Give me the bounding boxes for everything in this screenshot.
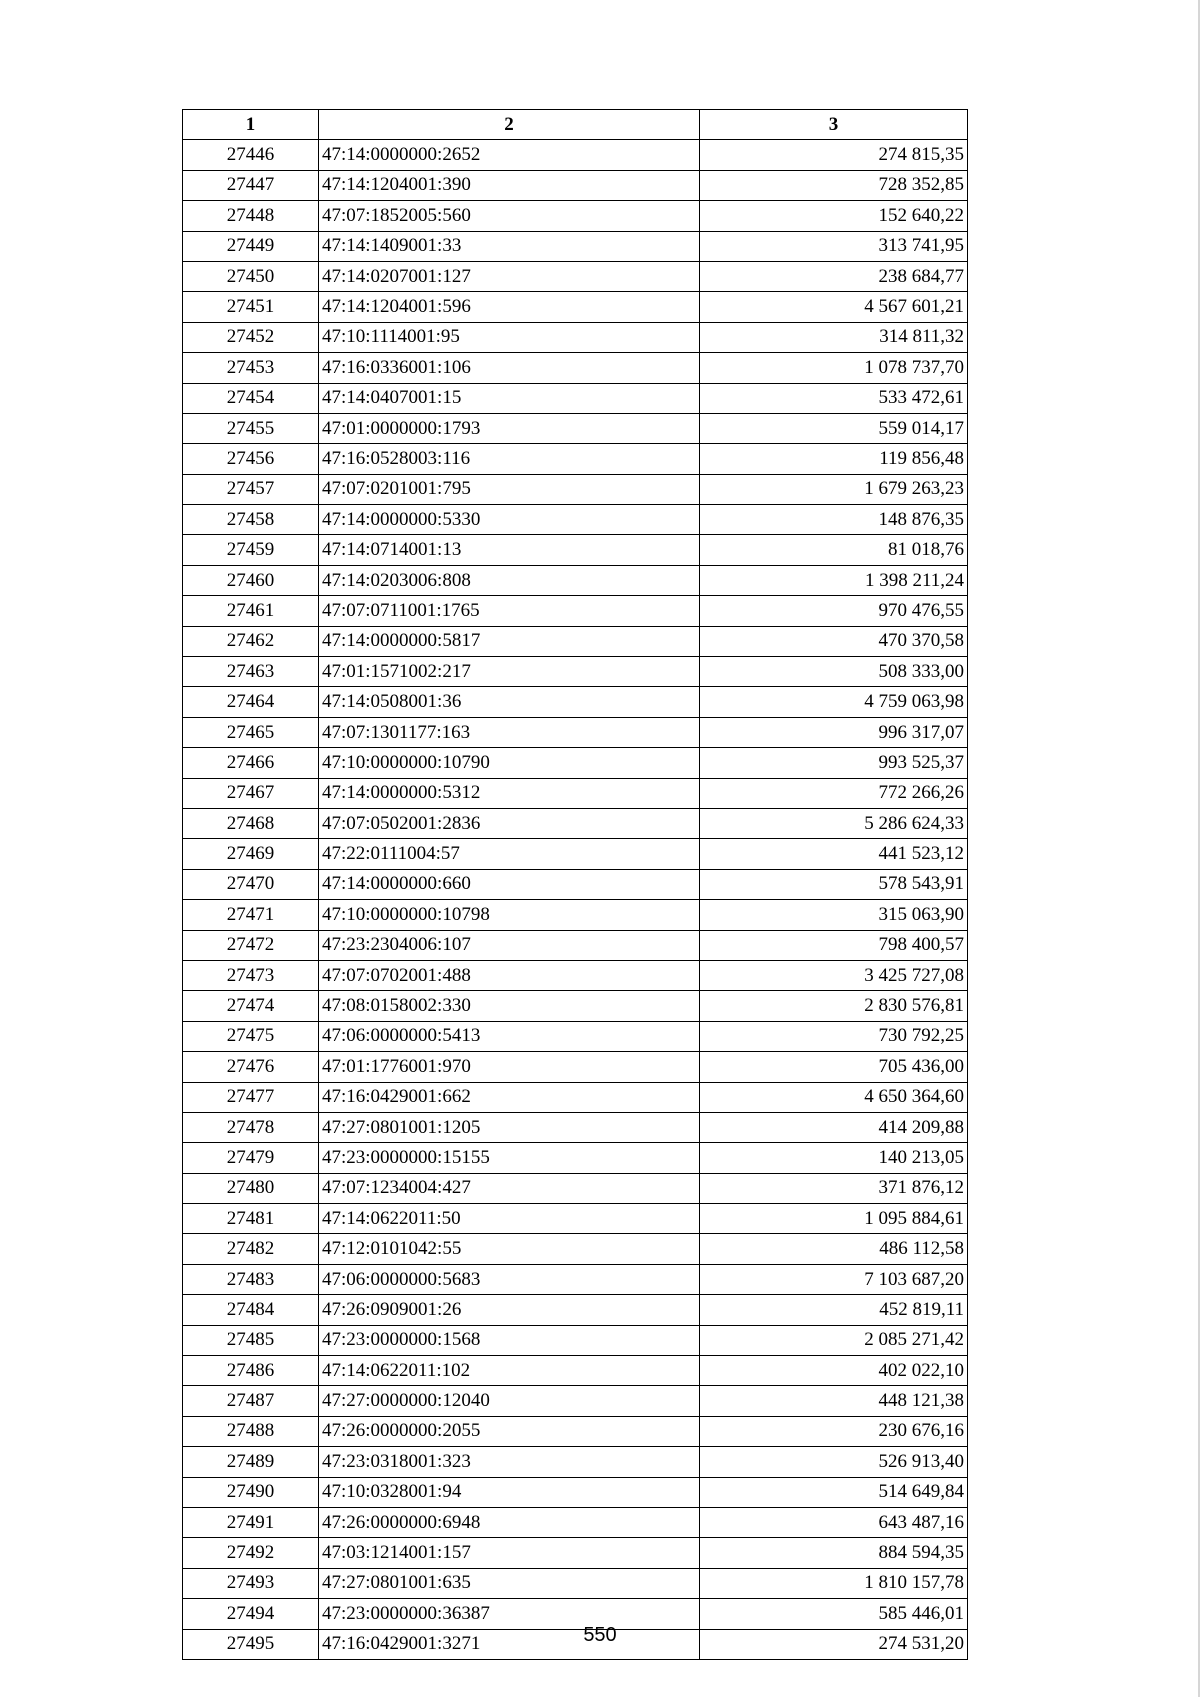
row-number-cell: 27483	[183, 1264, 319, 1294]
page-number: 550	[583, 1624, 617, 1646]
value-cell: 7 103 687,20	[700, 1264, 968, 1294]
cadastral-number-cell: 47:07:0201001:795	[319, 474, 700, 504]
value-cell: 448 121,38	[700, 1386, 968, 1416]
table-header	[183, 110, 968, 140]
cadastral-number-cell: 47:27:0801001:1205	[319, 1112, 700, 1142]
cadastral-number-cell: 47:07:0702001:488	[319, 960, 700, 990]
value-cell: 486 112,58	[700, 1234, 968, 1264]
cadastral-number-cell: 47:14:0203006:808	[319, 565, 700, 595]
cadastral-number-cell: 47:14:0000000:5817	[319, 626, 700, 656]
value-cell: 1 810 157,78	[700, 1568, 968, 1598]
value-cell: 81 018,76	[700, 535, 968, 565]
value-cell: 274 531,20	[700, 1629, 968, 1659]
row-number-cell: 27455	[183, 413, 319, 443]
value-cell: 996 317,07	[700, 717, 968, 747]
row-number-cell: 27451	[183, 292, 319, 322]
cadastral-number-cell: 47:06:0000000:5413	[319, 1021, 700, 1051]
value-cell: 414 209,88	[700, 1112, 968, 1142]
row-number-cell: 27472	[183, 930, 319, 960]
value-cell: 230 676,16	[700, 1416, 968, 1446]
cadastral-number-cell: 47:07:0711001:1765	[319, 596, 700, 626]
cadastral-number-cell: 47:07:1234004:427	[319, 1173, 700, 1203]
row-number-cell: 27460	[183, 565, 319, 595]
table-row	[183, 1021, 968, 1051]
value-cell: 585 446,01	[700, 1599, 968, 1629]
row-number-cell: 27453	[183, 353, 319, 383]
header-row	[183, 110, 968, 140]
row-number-cell: 27468	[183, 808, 319, 838]
value-cell: 274 815,35	[700, 140, 968, 170]
table-row	[183, 1295, 968, 1325]
column-header-2: 2	[319, 110, 700, 140]
value-cell: 730 792,25	[700, 1021, 968, 1051]
cadastral-number-cell: 47:01:1776001:970	[319, 1052, 700, 1082]
table-body	[183, 140, 968, 1660]
table-row	[183, 657, 968, 687]
row-number-cell: 27462	[183, 626, 319, 656]
cadastral-number-cell: 47:14:0714001:13	[319, 535, 700, 565]
value-cell: 3 425 727,08	[700, 960, 968, 990]
row-number-cell: 27470	[183, 869, 319, 899]
table-row	[183, 201, 968, 231]
row-number-cell: 27485	[183, 1325, 319, 1355]
table-row	[183, 900, 968, 930]
value-cell: 371 876,12	[700, 1173, 968, 1203]
value-cell: 452 819,11	[700, 1295, 968, 1325]
value-cell: 643 487,16	[700, 1507, 968, 1537]
row-number-cell: 27459	[183, 535, 319, 565]
value-cell: 148 876,35	[700, 505, 968, 535]
value-cell: 4 759 063,98	[700, 687, 968, 717]
row-number-cell: 27450	[183, 261, 319, 291]
table-row	[183, 1052, 968, 1082]
table-row	[183, 1507, 968, 1537]
table-row	[183, 808, 968, 838]
table-row	[183, 991, 968, 1021]
row-number-cell: 27484	[183, 1295, 319, 1325]
table-row	[183, 444, 968, 474]
value-cell: 5 286 624,33	[700, 808, 968, 838]
row-number-cell: 27478	[183, 1112, 319, 1142]
table-row	[183, 596, 968, 626]
cadastral-number-cell: 47:10:1114001:95	[319, 322, 700, 352]
value-cell: 402 022,10	[700, 1356, 968, 1386]
table-row	[183, 1386, 968, 1416]
value-cell: 526 913,40	[700, 1447, 968, 1477]
row-number-cell: 27475	[183, 1021, 319, 1051]
table-row	[183, 778, 968, 808]
cadastral-number-cell: 47:22:0111004:57	[319, 839, 700, 869]
table-row	[183, 1477, 968, 1507]
table-row	[183, 960, 968, 990]
row-number-cell: 27448	[183, 201, 319, 231]
cadastral-number-cell: 47:27:0801001:635	[319, 1568, 700, 1598]
row-number-cell: 27458	[183, 505, 319, 535]
cadastral-number-cell: 47:12:0101042:55	[319, 1234, 700, 1264]
table-row	[183, 1264, 968, 1294]
table-row	[183, 505, 968, 535]
value-cell: 970 476,55	[700, 596, 968, 626]
table-row	[183, 474, 968, 504]
table-row	[183, 261, 968, 291]
row-number-cell: 27446	[183, 140, 319, 170]
table-row	[183, 1204, 968, 1234]
cadastral-number-cell: 47:23:0000000:1568	[319, 1325, 700, 1355]
table-row	[183, 231, 968, 261]
table-row	[183, 1173, 968, 1203]
value-cell: 119 856,48	[700, 444, 968, 474]
table-row	[183, 383, 968, 413]
cadastral-number-cell: 47:14:0000000:2652	[319, 140, 700, 170]
cadastral-number-cell: 47:14:0508001:36	[319, 687, 700, 717]
cadastral-number-cell: 47:14:0000000:5330	[319, 505, 700, 535]
value-cell: 1 078 737,70	[700, 353, 968, 383]
row-number-cell: 27493	[183, 1568, 319, 1598]
table-row	[183, 748, 968, 778]
value-cell: 140 213,05	[700, 1143, 968, 1173]
table-row	[183, 170, 968, 200]
cadastral-number-cell: 47:07:1852005:560	[319, 201, 700, 231]
table-row	[183, 687, 968, 717]
cadastral-number-cell: 47:10:0328001:94	[319, 1477, 700, 1507]
cadastral-number-cell: 47:14:0000000:5312	[319, 778, 700, 808]
row-number-cell: 27456	[183, 444, 319, 474]
table-row	[183, 1082, 968, 1112]
row-number-cell: 27454	[183, 383, 319, 413]
cadastral-number-cell: 47:26:0909001:26	[319, 1295, 700, 1325]
cadastral-number-cell: 47:23:0318001:323	[319, 1447, 700, 1477]
value-cell: 315 063,90	[700, 900, 968, 930]
table-row	[183, 839, 968, 869]
table-row	[183, 1234, 968, 1264]
value-cell: 2 830 576,81	[700, 991, 968, 1021]
value-cell: 152 640,22	[700, 201, 968, 231]
row-number-cell: 27477	[183, 1082, 319, 1112]
table-row	[183, 626, 968, 656]
row-number-cell: 27476	[183, 1052, 319, 1082]
cadastral-number-cell: 47:14:0000000:660	[319, 869, 700, 899]
value-cell: 238 684,77	[700, 261, 968, 291]
row-number-cell: 27474	[183, 991, 319, 1021]
value-cell: 470 370,58	[700, 626, 968, 656]
cadastral-number-cell: 47:27:0000000:12040	[319, 1386, 700, 1416]
row-number-cell: 27466	[183, 748, 319, 778]
value-cell: 578 543,91	[700, 869, 968, 899]
cadastral-number-cell: 47:08:0158002:330	[319, 991, 700, 1021]
value-cell: 772 266,26	[700, 778, 968, 808]
value-cell: 2 085 271,42	[700, 1325, 968, 1355]
cadastral-number-cell: 47:14:0622011:102	[319, 1356, 700, 1386]
row-number-cell: 27479	[183, 1143, 319, 1173]
row-number-cell: 27481	[183, 1204, 319, 1234]
cadastral-number-cell: 47:14:1204001:390	[319, 170, 700, 200]
row-number-cell: 27457	[183, 474, 319, 504]
row-number-cell: 27488	[183, 1416, 319, 1446]
table-row	[183, 1568, 968, 1598]
table-row	[183, 869, 968, 899]
value-cell: 514 649,84	[700, 1477, 968, 1507]
cadastral-number-cell: 47:14:0207001:127	[319, 261, 700, 291]
value-cell: 314 811,32	[700, 322, 968, 352]
value-cell: 559 014,17	[700, 413, 968, 443]
cadastral-number-cell: 47:01:0000000:1793	[319, 413, 700, 443]
row-number-cell: 27471	[183, 900, 319, 930]
table-row	[183, 1447, 968, 1477]
table-row	[183, 1325, 968, 1355]
table-row	[183, 717, 968, 747]
row-number-cell: 27447	[183, 170, 319, 200]
cadastral-number-cell: 47:23:2304006:107	[319, 930, 700, 960]
cadastral-number-cell: 47:10:0000000:10790	[319, 748, 700, 778]
table-row	[183, 1112, 968, 1142]
table-row	[183, 565, 968, 595]
table-row	[183, 353, 968, 383]
cadastral-number-cell: 47:26:0000000:6948	[319, 1507, 700, 1537]
table-row	[183, 1538, 968, 1568]
value-cell: 508 333,00	[700, 657, 968, 687]
table-row	[183, 140, 968, 170]
row-number-cell: 27487	[183, 1386, 319, 1416]
value-cell: 4 567 601,21	[700, 292, 968, 322]
value-cell: 705 436,00	[700, 1052, 968, 1082]
cadastral-number-cell: 47:03:1214001:157	[319, 1538, 700, 1568]
value-cell: 533 472,61	[700, 383, 968, 413]
row-number-cell: 27491	[183, 1507, 319, 1537]
cadastral-number-cell: 47:16:0429001:662	[319, 1082, 700, 1112]
cadastral-number-cell: 47:07:0502001:2836	[319, 808, 700, 838]
row-number-cell: 27490	[183, 1477, 319, 1507]
table-row	[183, 930, 968, 960]
row-number-cell: 27492	[183, 1538, 319, 1568]
cadastral-number-cell: 47:23:0000000:15155	[319, 1143, 700, 1173]
row-number-cell: 27452	[183, 322, 319, 352]
table-row	[183, 1416, 968, 1446]
table-row	[183, 535, 968, 565]
row-number-cell: 27463	[183, 657, 319, 687]
value-cell: 728 352,85	[700, 170, 968, 200]
value-cell: 313 741,95	[700, 231, 968, 261]
cadastral-number-cell: 47:14:0407001:15	[319, 383, 700, 413]
column-header-3: 3	[700, 110, 968, 140]
row-number-cell: 27486	[183, 1356, 319, 1386]
cadastral-number-cell: 47:14:0622011:50	[319, 1204, 700, 1234]
cadastral-number-cell: 47:16:0528003:116	[319, 444, 700, 474]
cadastral-number-cell: 47:01:1571002:217	[319, 657, 700, 687]
value-cell: 798 400,57	[700, 930, 968, 960]
cadastral-number-cell: 47:23:0000000:36387	[319, 1599, 700, 1629]
cadastral-number-cell: 47:14:1204001:596	[319, 292, 700, 322]
row-number-cell: 27465	[183, 717, 319, 747]
value-cell: 4 650 364,60	[700, 1082, 968, 1112]
row-number-cell: 27469	[183, 839, 319, 869]
cadastral-number-cell: 47:16:0429001:3271	[319, 1629, 700, 1659]
cadastral-number-cell: 47:06:0000000:5683	[319, 1264, 700, 1294]
data-table	[182, 109, 968, 1660]
value-cell: 1 095 884,61	[700, 1204, 968, 1234]
cadastral-number-cell: 47:16:0336001:106	[319, 353, 700, 383]
row-number-cell: 27464	[183, 687, 319, 717]
table-row	[183, 322, 968, 352]
table-row	[183, 292, 968, 322]
table-row	[183, 413, 968, 443]
value-cell: 441 523,12	[700, 839, 968, 869]
row-number-cell: 27494	[183, 1599, 319, 1629]
value-cell: 884 594,35	[700, 1538, 968, 1568]
cadastral-number-cell: 47:14:1409001:33	[319, 231, 700, 261]
cadastral-number-cell: 47:26:0000000:2055	[319, 1416, 700, 1446]
row-number-cell: 27482	[183, 1234, 319, 1264]
row-number-cell: 27461	[183, 596, 319, 626]
value-cell: 1 679 263,23	[700, 474, 968, 504]
row-number-cell: 27495	[183, 1629, 319, 1659]
row-number-cell: 27449	[183, 231, 319, 261]
row-number-cell: 27473	[183, 960, 319, 990]
cadastral-number-cell: 47:10:0000000:10798	[319, 900, 700, 930]
value-cell: 993 525,37	[700, 748, 968, 778]
value-cell: 1 398 211,24	[700, 565, 968, 595]
row-number-cell: 27467	[183, 778, 319, 808]
cadastral-number-cell: 47:07:1301177:163	[319, 717, 700, 747]
table-row	[183, 1356, 968, 1386]
row-number-cell: 27489	[183, 1447, 319, 1477]
table-row	[183, 1143, 968, 1173]
column-header-1: 1	[183, 110, 319, 140]
row-number-cell: 27480	[183, 1173, 319, 1203]
